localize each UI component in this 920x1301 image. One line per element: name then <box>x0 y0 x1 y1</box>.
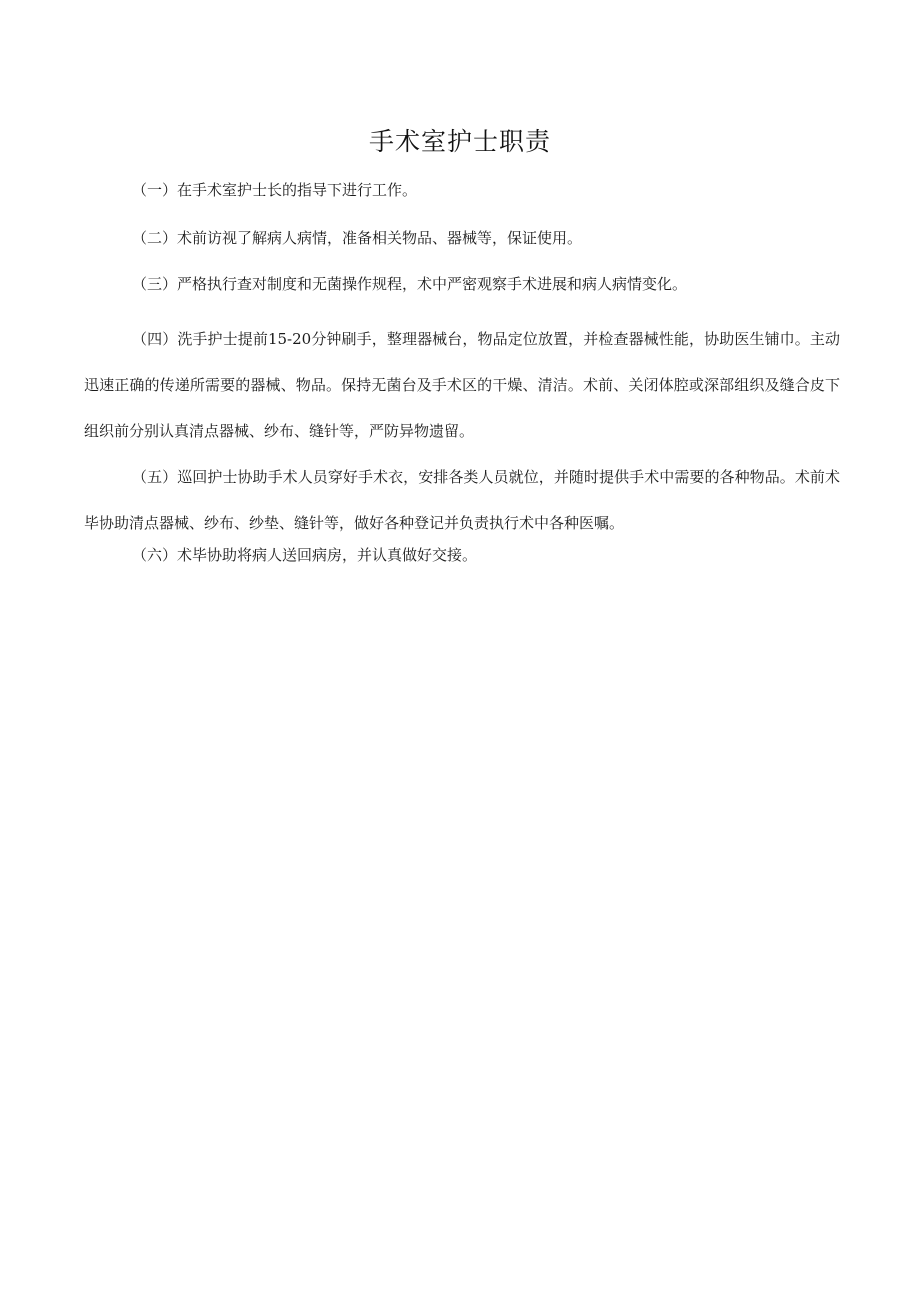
paragraph-4: （四）洗手护士提前15-20分钟刷手，整理器械台，物品定位放置，并检查器械性能，协助医生铺巾。主动迅速正确的传递所需要的器械、物品。保持无菌台及手术区的干燥、清洁。术前、关闭体腔或深部组织及缝合皮下组织前分别认真清点器械、纱布、缝针等，严防异物遗留。 <box>84 330 840 440</box>
paragraph-2: （二）术前访视了解病人病情，准备相关物品、器械等，保证使用。 <box>132 229 583 247</box>
paragraph-5: （五）巡回护士协助手术人员穿好手术衣，安排各类人员就位，并随时提供手术中需要的各种物品。术前术毕协助清点器械、纱布、纱垫、缝针等，做好各种登记并负责执行术中各种医嘱。 <box>84 468 840 532</box>
paragraph-3: （三）严格执行查对制度和无菌操作规程，术中严密观察手术进展和病人病情变化。 <box>132 275 688 293</box>
document-title: 手术室护士职责 <box>368 127 551 156</box>
paragraph-1: （一）在手术室护士长的指导下进行工作。 <box>132 181 418 199</box>
paragraph-6: （六）术毕协助将病人送回病房，并认真做好交接。 <box>132 546 478 564</box>
